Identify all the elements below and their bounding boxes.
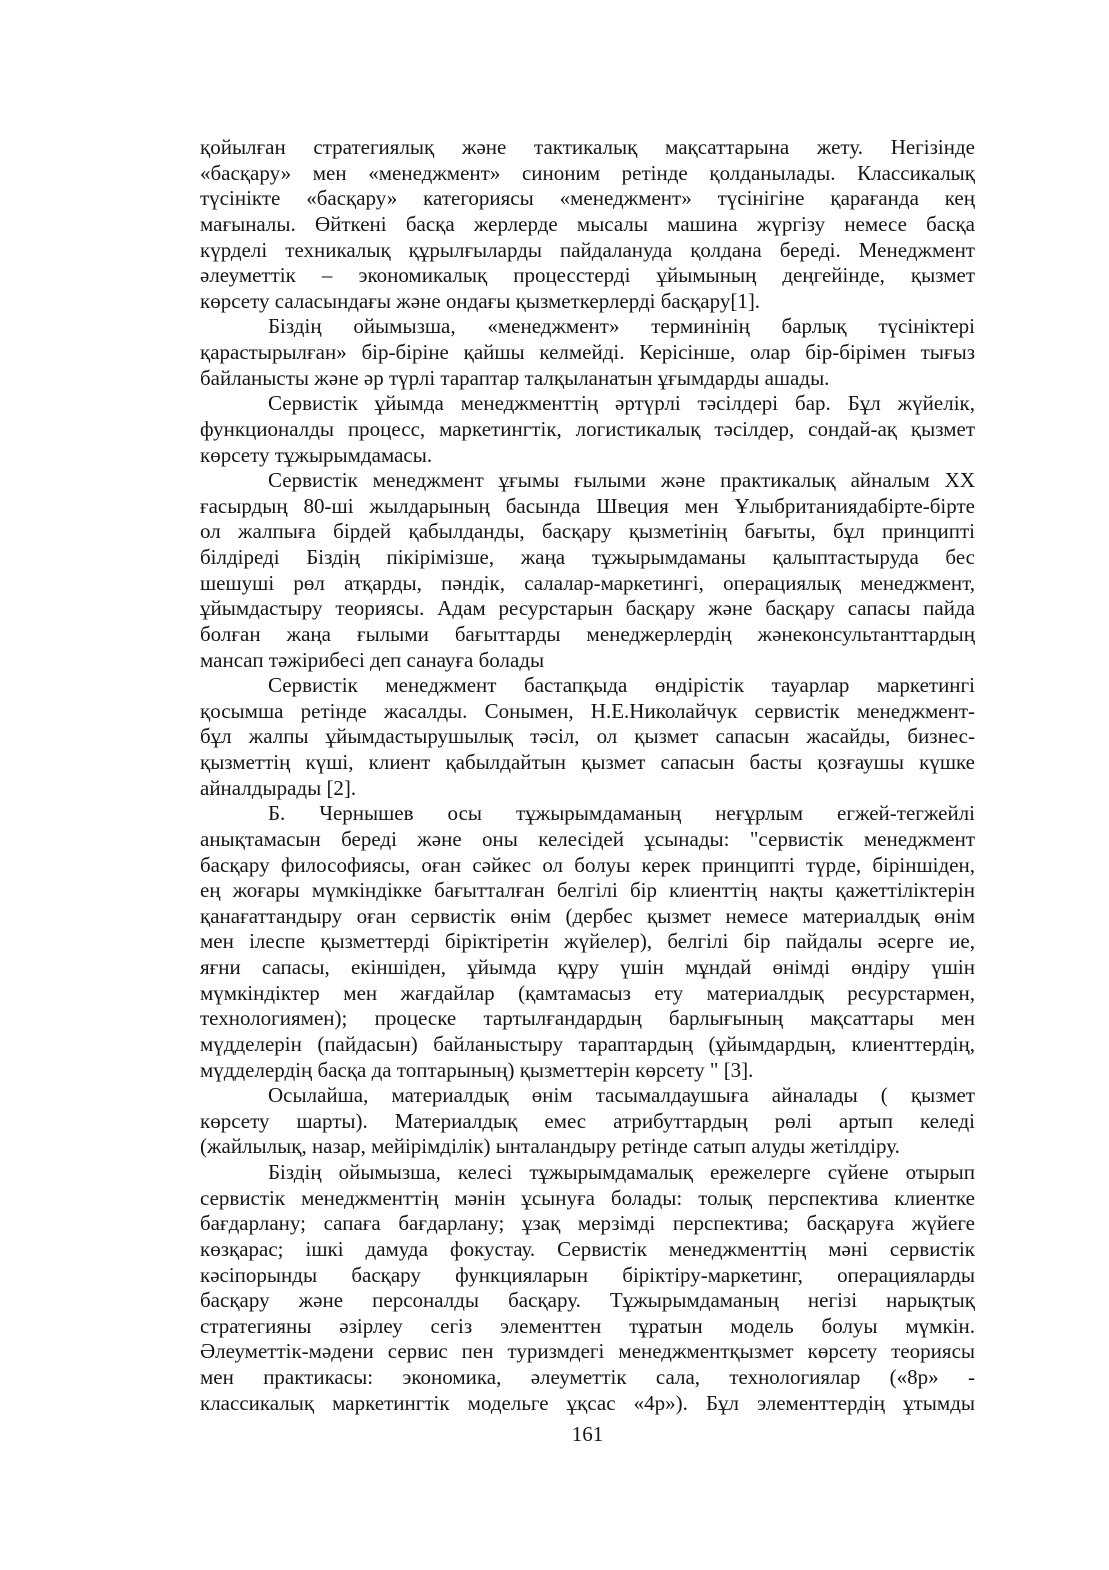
text-line: Б. Чернышев осы тұжырымдаманың неғұрлым егжей-тегжейлі: [268, 801, 975, 826]
text-line: бағдарлану; сапаға бағдарлану; ұзақ мерзімді перспектива; басқаруға жүйеге: [200, 1211, 975, 1236]
text-line: кәсіпорынды басқару функцияларын біріктіру-маркетинг, операцияларды: [200, 1262, 975, 1287]
text-line: басқару философиясы, оған сәйкес ол болуы керек принципті түрде, біріншіден,: [200, 852, 975, 877]
text-line: айналдырады [2].: [200, 775, 357, 800]
text-line: бұл жалпы ұйымдастырушылық тәсіл, ол қызмет сапасын жасайды, бизнес-: [200, 724, 975, 749]
text-line: күрделі техникалық құрылғыларды пайдалануда қолдана береді. Менеджмент: [200, 237, 975, 262]
text-line: ол жалпыға бірдей қабылданды, басқару қызметінің бағыты, бұл принципті: [200, 519, 975, 544]
text-line: байланысты және әр түрлі тараптар талқыланатын ұғымдарды ашады.: [200, 365, 830, 390]
text-line: Біздің ойымызша, келесі тұжырымдамалық ережелерге сүйене отырып: [268, 1160, 975, 1184]
paragraph: [200, 135, 975, 314]
text-line: Сервистік ұйымда менеджменттің әртүрлі тәсілдері бар. Бұл жүйелік,: [268, 391, 975, 416]
text-line: түсінікте «басқару» категориясы «менеджмент» түсінігіне қарағанда кең: [200, 186, 975, 211]
text-line: Осылайша, материалдық өнім тасымалдаушыға айналады ( қызмет: [268, 1083, 975, 1108]
text-line: басқару және персоналды басқару. Тұжырымдаманың негізі нарықтық: [200, 1288, 975, 1313]
paragraph: [200, 314, 975, 391]
text-line: шешуші рөл атқарды, пәндік, салалар-маркетингі, операциялық менеджмент,: [200, 570, 975, 595]
paragraph: [200, 1160, 975, 1416]
text-line: білдіреді Біздің пікірімізше, жаңа тұжырымдаманы қалыптастыруда бес: [200, 545, 975, 569]
text-line: ұйымдастыру теориясы. Адам ресурстарын басқару және басқару сапасы пайда: [200, 596, 975, 621]
paragraph: [200, 468, 975, 673]
text-line: «басқару» мен «менеджмент» синоним ретінде қолданылады. Классикалық: [200, 160, 975, 185]
text-line: анықтамасын береді және оны келесідей ұсынады: "сервистік менеджмент: [200, 826, 975, 851]
text-line: Сервистік менеджмент бастапқыда өндірістік тауарлар маркетингі: [268, 673, 975, 698]
text-line: ең жоғары мүмкіндікке бағытталған белгілі бір клиенттің нақты қажеттіліктерін: [200, 878, 975, 903]
text-line: Біздің ойымызша, «менеджмент» терминінің барлық түсініктері: [268, 314, 975, 339]
text-line: мүмкіндіктер мен жағдайлар (қамтамасыз ету материалдық ресурстармен,: [200, 980, 975, 1005]
text-line: мағыналы. Өйткені басқа жерлерде мысалы машина жүргізу немесе басқа: [200, 211, 975, 236]
paragraph: [200, 673, 975, 801]
text-line: көрсету шарты). Материалдық емес атрибуттардың рөлі артып келеді: [200, 1108, 975, 1133]
text-line: стратегияны әзірлеу сегіз элементтен тұратын модель болуы мүмкін.: [200, 1313, 975, 1338]
paragraph: [200, 1083, 975, 1160]
text-line: (жайлылық, назар, мейірімділік) ынталандыру ретінде сатып алуды жетілдіру.: [200, 1134, 900, 1159]
text-line: қойылған стратегиялық және тактикалық мақсаттарына жету. Негізінде: [200, 135, 975, 159]
text-line: технологиямен); процеске тартылғандардың барлығының мақсаттары мен: [200, 1006, 975, 1031]
text-line: Сервистік менеджмент ұғымы ғылыми және практикалық айналым XX: [268, 468, 975, 493]
page-number: 161: [571, 1422, 604, 1446]
paragraph: [200, 801, 975, 1083]
text-line: көрсету тұжырымдамасы.: [200, 442, 433, 467]
text-line: функционалды процесс, маркетингтік, логистикалық тәсілдер, сондай-ақ қызмет: [200, 416, 975, 441]
text-line: мүдделерін (пайдасын) байланыстыру тараптардың (ұйымдардың, клиенттердің,: [200, 1031, 975, 1056]
text-line: мансап тәжірибесі деп санауға болады: [200, 647, 545, 672]
text-line: болған жаңа ғылыми бағыттарды менеджерлердің жәнеконсультанттардың: [200, 621, 975, 646]
text-line: көзқарас; ішкі дамуда фокустау. Сервистік менеджменттің мәні сервистік: [200, 1236, 975, 1261]
text-line: яғни сапасы, екіншіден, ұйымда құру үшін мұндай өнімді өндіру үшін: [200, 955, 975, 979]
text-line: сервистік менеджменттің мәнін ұсынуға болады: толық перспектива клиентке: [200, 1185, 975, 1210]
text-line: көрсету саласындағы және ондағы қызметкерлерді басқару[1].: [200, 288, 761, 313]
text-line: қарастырылған» бір-біріне қайшы келмейді. Керісінше, олар бір-бірімен тығыз: [200, 340, 975, 364]
text-line: әлеуметтік – экономикалық процесстерді ұйымының деңгейінде, қызмет: [200, 263, 975, 288]
text-line: мүдделердің басқа да топтарының) қызметтерін көрсету " [3].: [200, 1057, 754, 1082]
text-line: классикалық маркетингтік модельге ұқсас «4р»). Бұл элементтердің ұтымды: [200, 1390, 975, 1415]
text-line: мен ілеспе қызметтерді біріктіретін жүйелер), белгілі бір пайдалы әсерге ие,: [200, 929, 975, 954]
text-line: қанағаттандыру оған сервистік өнім (дербес қызмет немесе материалдық өнім: [200, 903, 975, 928]
text-line: қызметтің күші, клиент қабылдайтын қызмет сапасын басты қозғаушы күшке: [200, 750, 975, 774]
text-line: қосымша ретінде жасалды. Сонымен, Н.Е.Николайчук сервистік менеджмент-: [200, 698, 975, 723]
text-line: мен практикасы: экономика, әлеуметтік сала, технологиялар («8р» -: [200, 1365, 975, 1389]
paragraph: [200, 391, 975, 468]
text-line: ғасырдың 80-ші жылдарының басында Швеция мен Ұлыбританиядабірте-бірте: [200, 493, 975, 518]
text-line: Әлеуметтік-мәдени сервис пен туризмдегі менеджментқызмет көрсету теориясы: [200, 1339, 975, 1364]
body-text: [200, 135, 975, 1416]
